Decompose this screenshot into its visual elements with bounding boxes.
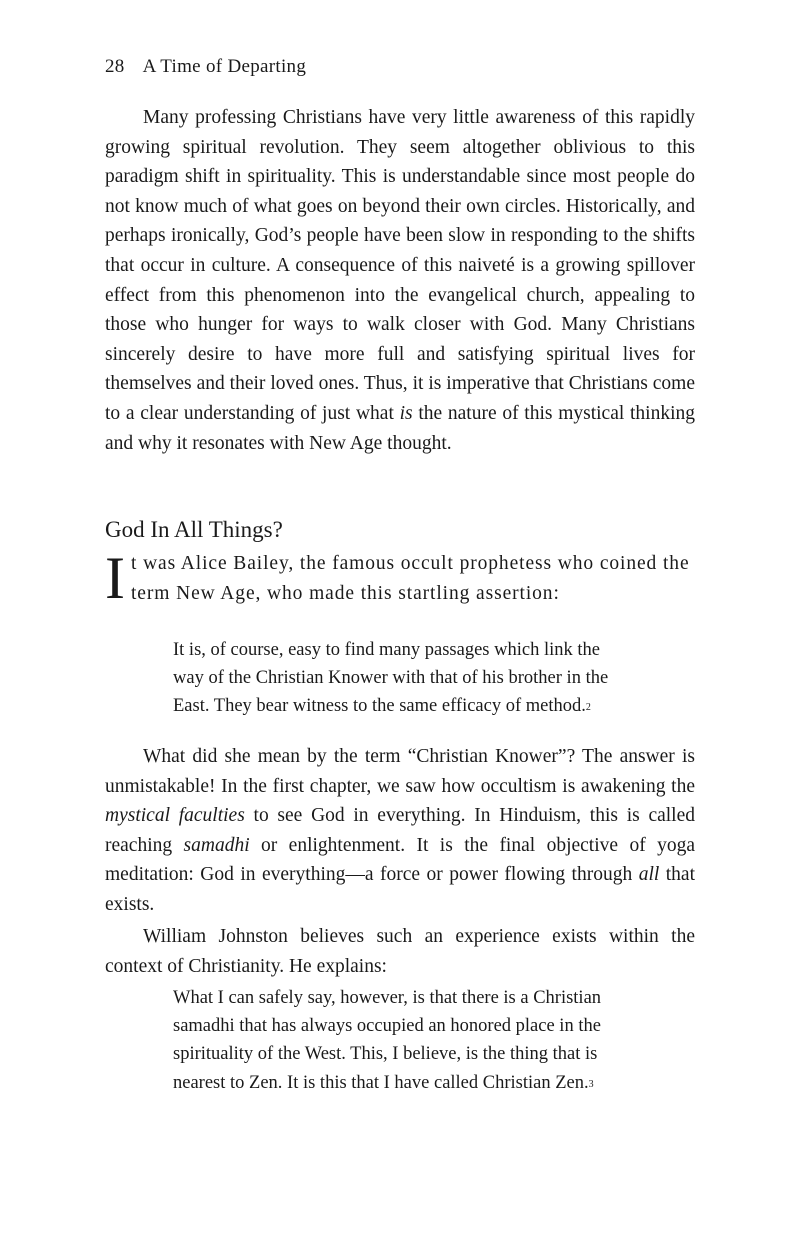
footnote-marker: 3 — [588, 1078, 594, 1090]
page-number: 28 — [105, 56, 125, 77]
book-title: A Time of Departing — [142, 56, 307, 77]
paragraph-4: William Johnston believes such an experience exists within the context of Christianity. He explains: — [105, 926, 695, 977]
block-quote-2: What I can safely say, however, is that there is a Christian samadhi that has always occupied an honored place in the spirituality of the West. This, I believe, is the thing that is nearest to Zen. It is this that I have called Christian Zen.$^3$ — [173, 988, 602, 1093]
section-heading: God In All Things? — [105, 517, 283, 542]
paragraph-1: Many professing Christians have very little awareness of this rapidly growing spiritual revolution. They seem altogether oblivious to this paradigm shift in spirituality. This is understandable since most people do not know much of what goes on beyond their own circles. Historically, and perhaps ironically, God’s people have been slow in responding to the shifts that occur in culture. A consequence of this naiveté is a growing spillover effect from this phenomenon into the evangelical church, appealing to those who hunger for ways to walk closer with God. Many Christians sincerely desire to have more full and satisfying spiritual lives for themselves and their loved ones. Thus, it is imperative that Christians come to a clear understanding of just what is the nature of this mystical thinking and why it resonates with New Age thought. — [105, 107, 695, 454]
paragraph-3: What did she mean by the term “Christian Knower”? The answer is unmistakable! In the first chapter, we saw how occultism is awakening the mystical faculties to see God in everything. In Hinduism, this is called reaching samadhi or enlightenment. It is the final objective of yoga meditation: God in everything—a force or power flowing through all that exists. — [105, 746, 695, 915]
block-quote-1: It is, of course, easy to find many passages which link the way of the Christian Knower with that of his brother in the East. They bear witness to the same efficacy of method.$^2$ — [173, 640, 609, 717]
footnote-marker: 2 — [585, 702, 591, 714]
paragraph-2: It was Alice Bailey, the famous occult prophetess who coined the term New Age, who made this startling assertion: — [105, 545, 690, 611]
drop-cap: I — [105, 545, 125, 611]
running-header — [105, 56, 306, 78]
